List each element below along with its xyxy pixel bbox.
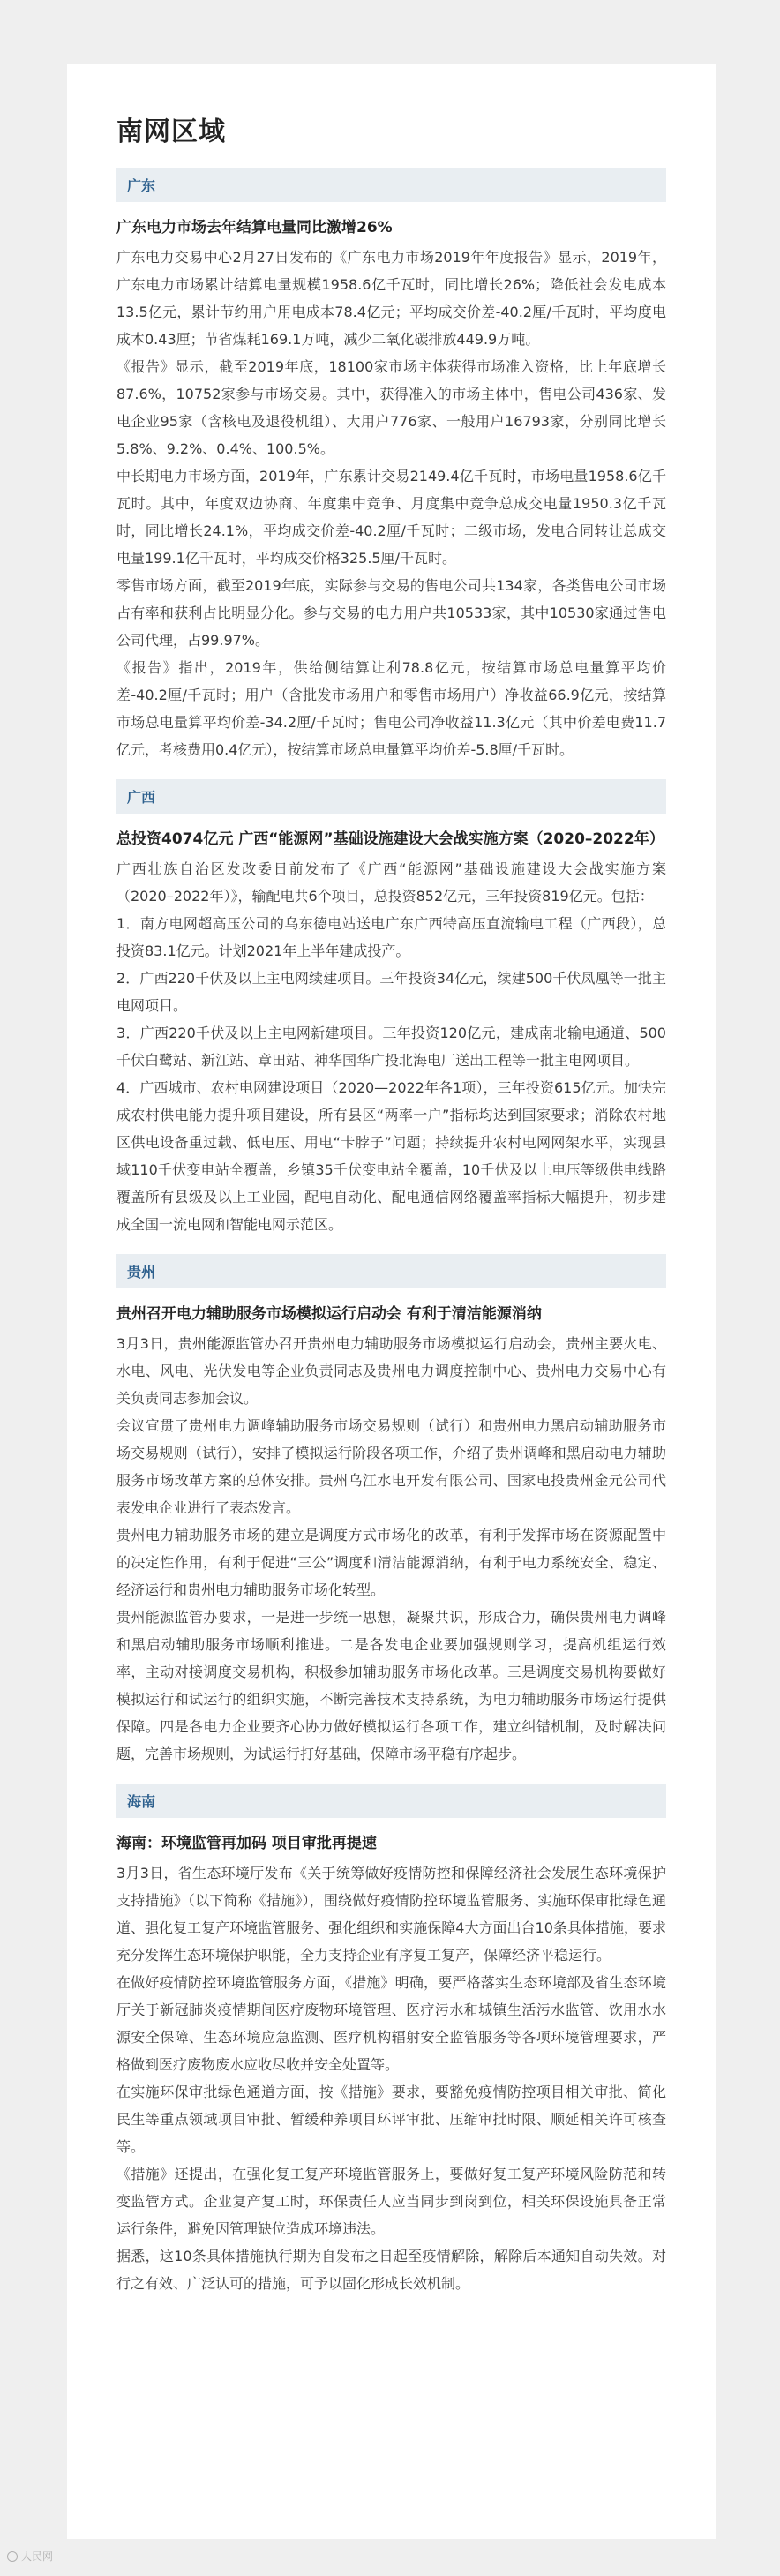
paragraph: 3月3日，省生态环境厅发布《关于统筹做好疫情防控和保障经济社会发展生态环境保护支持措施》（以下简称《措施》），围绕做好疫情防控环境监管服务、实施环保审批绿色通道、强化复工复产环境监管服务、强化组织和实施保障4大方面出台10条具体措施，要求充分发挥生态环境保护职能，全力支持企业有序复工复产，保障经济平稳运行。: [116, 1865, 666, 1964]
section-tag: 广西: [116, 779, 666, 814]
report-page: [67, 64, 716, 2539]
watermark: [7, 2549, 53, 2564]
section-tag: 海南: [116, 1784, 666, 1818]
watermark-logo-icon: [7, 2551, 18, 2562]
section-spacer: [116, 1238, 666, 1254]
article-title: 海南：环境监管再加码 项目审批再提速: [116, 1835, 377, 1852]
list-item: 4．广西城市、农村电网建设项目（2020—2022年各1项），三年投资615亿元。加快完成农村供电能力提升项目建设，所有县区“两率一户”指标均达到国家要求；消除农村地区供电设备重过载、低电压、用电“卡脖子”问题；持续提升农村电网网架水平，实现县域110千伏变电站全覆盖，乡镇35千伏变电站全覆盖，10千伏及以上电压等级供电线路覆盖所有县级及以上工业园，配电自动化、配电通信网络覆盖率指标大幅提升，初步建成全国一流电网和智能电网示范区。: [116, 1079, 666, 1233]
section-spacer: [116, 763, 666, 779]
paragraph: 《措施》还提出，在强化复工复产环境监管服务上，要做好复工复产环境风险防范和转变监管方式。企业复产复工时，环保责任人应当同步到岗到位，相关环保设施具备正常运行条件，避免因管理缺位造成环境违法。: [116, 2166, 666, 2237]
list-item: 1．南方电网超高压公司的乌东德电站送电广东广西特高压直流输电工程（广西段），总投资83.1亿元。计划2021年上半年建成投产。: [116, 915, 666, 959]
paragraph: 中长期电力市场方面，2019年，广东累计交易2149.4亿千瓦时，市场电量1958.6亿千瓦时。其中，年度双边协商、年度集中竞争、月度集中竞争总成交电量1950.3亿千瓦时，同比增长24.1%，平均成交价差-40.2厘/千瓦时；二级市场，发电合同转让总成交电量199.1亿千瓦时，平均成交价格325.5厘/千瓦时。: [116, 468, 666, 567]
paragraph: 会议宣贯了贵州电力调峰辅助服务市场交易规则（试行）和贵州电力黑启动辅助服务市场交易规则（试行），安排了模拟运行阶段各项工作，介绍了贵州调峰和黑启动电力辅助服务市场改革方案的总体安排。贵州乌江水电开发有限公司、国家电投贵州金元公司代表发电企业进行了表态发言。: [116, 1417, 666, 1516]
section-guizhou: [116, 1254, 666, 1768]
paragraph: 广西壮族自治区发改委日前发布了《广西“能源网”基础设施建设大会战实施方案（2020–2022年）》，输配电共6个项目，总投资852亿元，三年投资819亿元。包括：: [116, 860, 666, 905]
paragraph: 《报告》指出，2019年，供给侧结算让利78.8亿元，按结算市场总电量算平均价差-40.2厘/千瓦时；用户（含批发市场用户和零售市场用户）净收益66.9亿元，按结算市场总电量算平均价差-34.2厘/千瓦时；售电公司净收益11.3亿元（其中价差电费11.7亿元，考核费用0.4亿元），按结算市场总电量算平均价差-5.8厘/千瓦时。: [116, 659, 666, 758]
section-guangdong: [116, 168, 666, 763]
section-spacer: [116, 1768, 666, 1784]
paragraph: 在做好疫情防控环境监管服务方面，《措施》明确，要严格落实生态环境部及省生态环境厅关于新冠肺炎疫情期间医疗废物环境管理、医疗污水和城镇生活污水监管、饮用水水源安全保障、生态环境应急监测、医疗机构辐射安全监管服务等各项环境管理要求，严格做到医疗废物废水应收尽收并安全处置等。: [116, 1974, 666, 2073]
paragraph: 贵州电力辅助服务市场的建立是调度方式市场化的改革，有利于发挥市场在资源配置中的决定性作用，有利于促进“三公”调度和清洁能源消纳，有利于电力系统安全、稳定、经济运行和贵州电力辅助服务市场化转型。: [116, 1527, 666, 1598]
list-item: 3．广西220千伏及以上主电网新建项目。三年投资120亿元，建成南北输电通道、500千伏白鹭站、新江站、章田站、神华国华广投北海电厂送出工程等一批主电网项目。: [116, 1025, 666, 1069]
section-hainan: [116, 1784, 666, 2297]
article-title: 贵州召开电力辅助服务市场模拟运行启动会 有利于清洁能源消纳: [116, 1305, 542, 1323]
page-title: 南网区域: [116, 116, 226, 147]
paragraph: 广东电力交易中心2月27日发布的《广东电力市场2019年年度报告》显示，2019年，广东电力市场累计结算电量规模1958.6亿千瓦时，同比增长26%；降低社会发电成本13.5亿元，累计节约用户用电成本78.4亿元；平均成交价差-40.2厘/千瓦时，平均度电成本0.43厘；节省煤耗169.1万吨，减少二氧化碳排放449.9万吨。: [116, 249, 666, 348]
paragraph: 3月3日，贵州能源监管办召开贵州电力辅助服务市场模拟运行启动会，贵州主要火电、水电、风电、光伏发电等企业负责同志及贵州电力调度控制中心、贵州电力交易中心有关负责同志参加会议。: [116, 1335, 666, 1407]
watermark-text: 人民网: [21, 2550, 54, 2563]
section-tag: 贵州: [116, 1254, 666, 1288]
paragraph: 在实施环保审批绿色通道方面，按《措施》要求，要豁免疫情防控项目相关审批、简化民生等重点领域项目审批、暂缓种养项目环评审批、压缩审批时限、顺延相关许可核查等。: [116, 2084, 666, 2155]
paragraph: 贵州能源监管办要求，一是进一步统一思想，凝聚共识，形成合力，确保贵州电力调峰和黑启动辅助服务市场顺利推进。二是各发电企业要加强规则学习，提高机组运行效率，主动对接调度交易机构，积极参加辅助服务市场化改革。三是调度交易机构要做好模拟运行和试运行的组织实施，不断完善技术支持系统，为电力辅助服务市场运行提供保障。四是各电力企业要齐心协力做好模拟运行各项工作，建立纠错机制，及时解决问题，完善市场规则，为试运行打好基础，保障市场平稳有序起步。: [116, 1609, 666, 1762]
article-title: 广东电力市场去年结算电量同比激增26%: [116, 219, 393, 237]
section-tag: 广东: [116, 168, 666, 202]
list-item: 2．广西220千伏及以上主电网续建项目。三年投资34亿元，续建500千伏凤凰等一批主电网项目。: [116, 970, 666, 1014]
section-guangxi: [116, 779, 666, 1238]
paragraph: 零售市场方面，截至2019年底，实际参与交易的售电公司共134家，各类售电公司市场占有率和获利占比明显分化。参与交易的电力用户共10533家，其中10530家通过售电公司代理，占99.97%。: [116, 577, 666, 649]
article-title: 总投资4074亿元 广西“能源网”基础设施建设大会战实施方案（2020–2022年）: [116, 830, 664, 848]
paragraph: 据悉，这10条具体措施执行期为自发布之日起至疫情解除，解除后本通知自动失效。对行之有效、广泛认可的措施，可予以固化形成长效机制。: [116, 2248, 666, 2292]
paragraph: 《报告》显示，截至2019年底，18100家市场主体获得市场准入资格，比上年底增长87.6%，10752家参与市场交易。其中，获得准入的市场主体中，售电公司436家、发电企业95家（含核电及退役机组）、大用户776家、一般用户16793家，分别同比增长5.8%、9.2%、0.4%、100.5%。: [116, 358, 666, 457]
